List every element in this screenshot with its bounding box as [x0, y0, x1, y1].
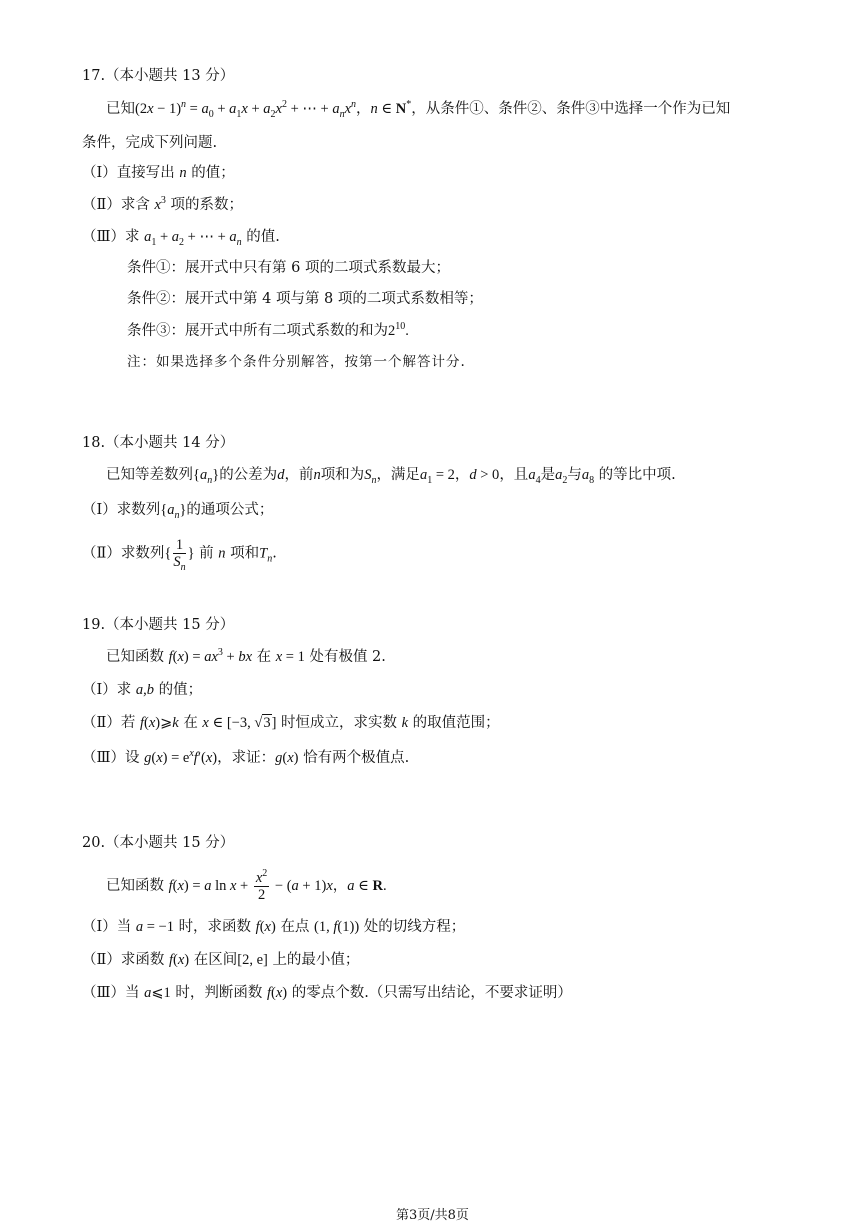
q17-note: 注：如果选择多个条件分别解答，按第一个解答计分. [127, 354, 466, 370]
q20-header: 20.（本小题共 15 分） [82, 835, 235, 851]
q20-part3: （Ⅲ）当 a⩽1 时，判断函数 f(x) 的零点个数.（只需写出结论，不要求证明） [82, 985, 572, 1001]
q18-part1: （Ⅰ）求数列$\{a_n\}$的通项公式； [82, 502, 274, 521]
q20-part1: （Ⅰ）当 a = −1 时，求函数 f(x) 在点 (1, f(1)) 处的切线方程； [82, 919, 466, 935]
q18-header: 18.（本小题共 14 分） [82, 435, 235, 451]
q18-part2: （Ⅱ）求数列{ $\frac{1}{S_n}$ } 前 n 项和$T_n$. [82, 537, 277, 573]
q17-header: 17.（本小题共 13 分） [82, 68, 235, 84]
q19-part2: （Ⅱ）若 f(x)⩾k 在 x ∈ [−3, √3] 时恒成立，求实数 k 的取值范围； [82, 715, 500, 731]
q19-intro: 已知函数 $f(x) = ax^3$ + bx 在 x = 1 处有极值 2. [106, 647, 386, 665]
q19-header: 19.（本小题共 15 分） [82, 617, 235, 633]
q17-part3: （Ⅲ）求 $a_1 + a_2$ + ⋯ + $a_n$ 的值. [82, 229, 280, 248]
q20-intro: 已知函数 f(x) = a ln x + $\frac{x^2}{2}$ − (a + 1)x，a ∈ R. [106, 867, 387, 903]
q19-part3: （Ⅲ）设 $g(x) = e^xf'(x)$，求证：g(x) 恰有两个极值点. [82, 748, 410, 766]
q17-intro-cont: 条件，完成下列问题. [82, 135, 218, 151]
q19-part1: （Ⅰ）求 a,b 的值； [82, 682, 203, 698]
q17-intro: 已知$(2x - 1)^n = a_0 + a_1x + a_2x^2$ + ⋯ + $a_nx^n$，n ∈ N*，从条件①、条件②、条件③中选择一个作为已知 [106, 99, 731, 120]
q17-condition-2: 条件②：展开式中第 4 项与第 8 项的二项式系数相等； [127, 291, 483, 307]
q17-condition-3: 条件③：展开式中所有二项式系数的和为$2^{10}$. [127, 321, 409, 339]
page-footer: 第3页/共8页 [396, 1208, 469, 1223]
q20-part2: （Ⅱ）求函数 f(x) 在区间[2, e] 上的最小值； [82, 952, 360, 968]
q17-condition-1: 条件①：展开式中只有第 6 项的二项式系数最大； [127, 260, 450, 276]
q17-part1: （Ⅰ）直接写出 n 的值； [82, 165, 235, 181]
q18-intro: 已知等差数列$\{a_n\}$的公差为d，前n项和为$S_n$，满足$a_1 = 2$，d > 0，且$a_4$是$a_2$与$a_8$ 的等比中项. [106, 467, 676, 486]
q17-part2: （Ⅱ）求含 $x^3$ 项的系数； [82, 195, 244, 213]
